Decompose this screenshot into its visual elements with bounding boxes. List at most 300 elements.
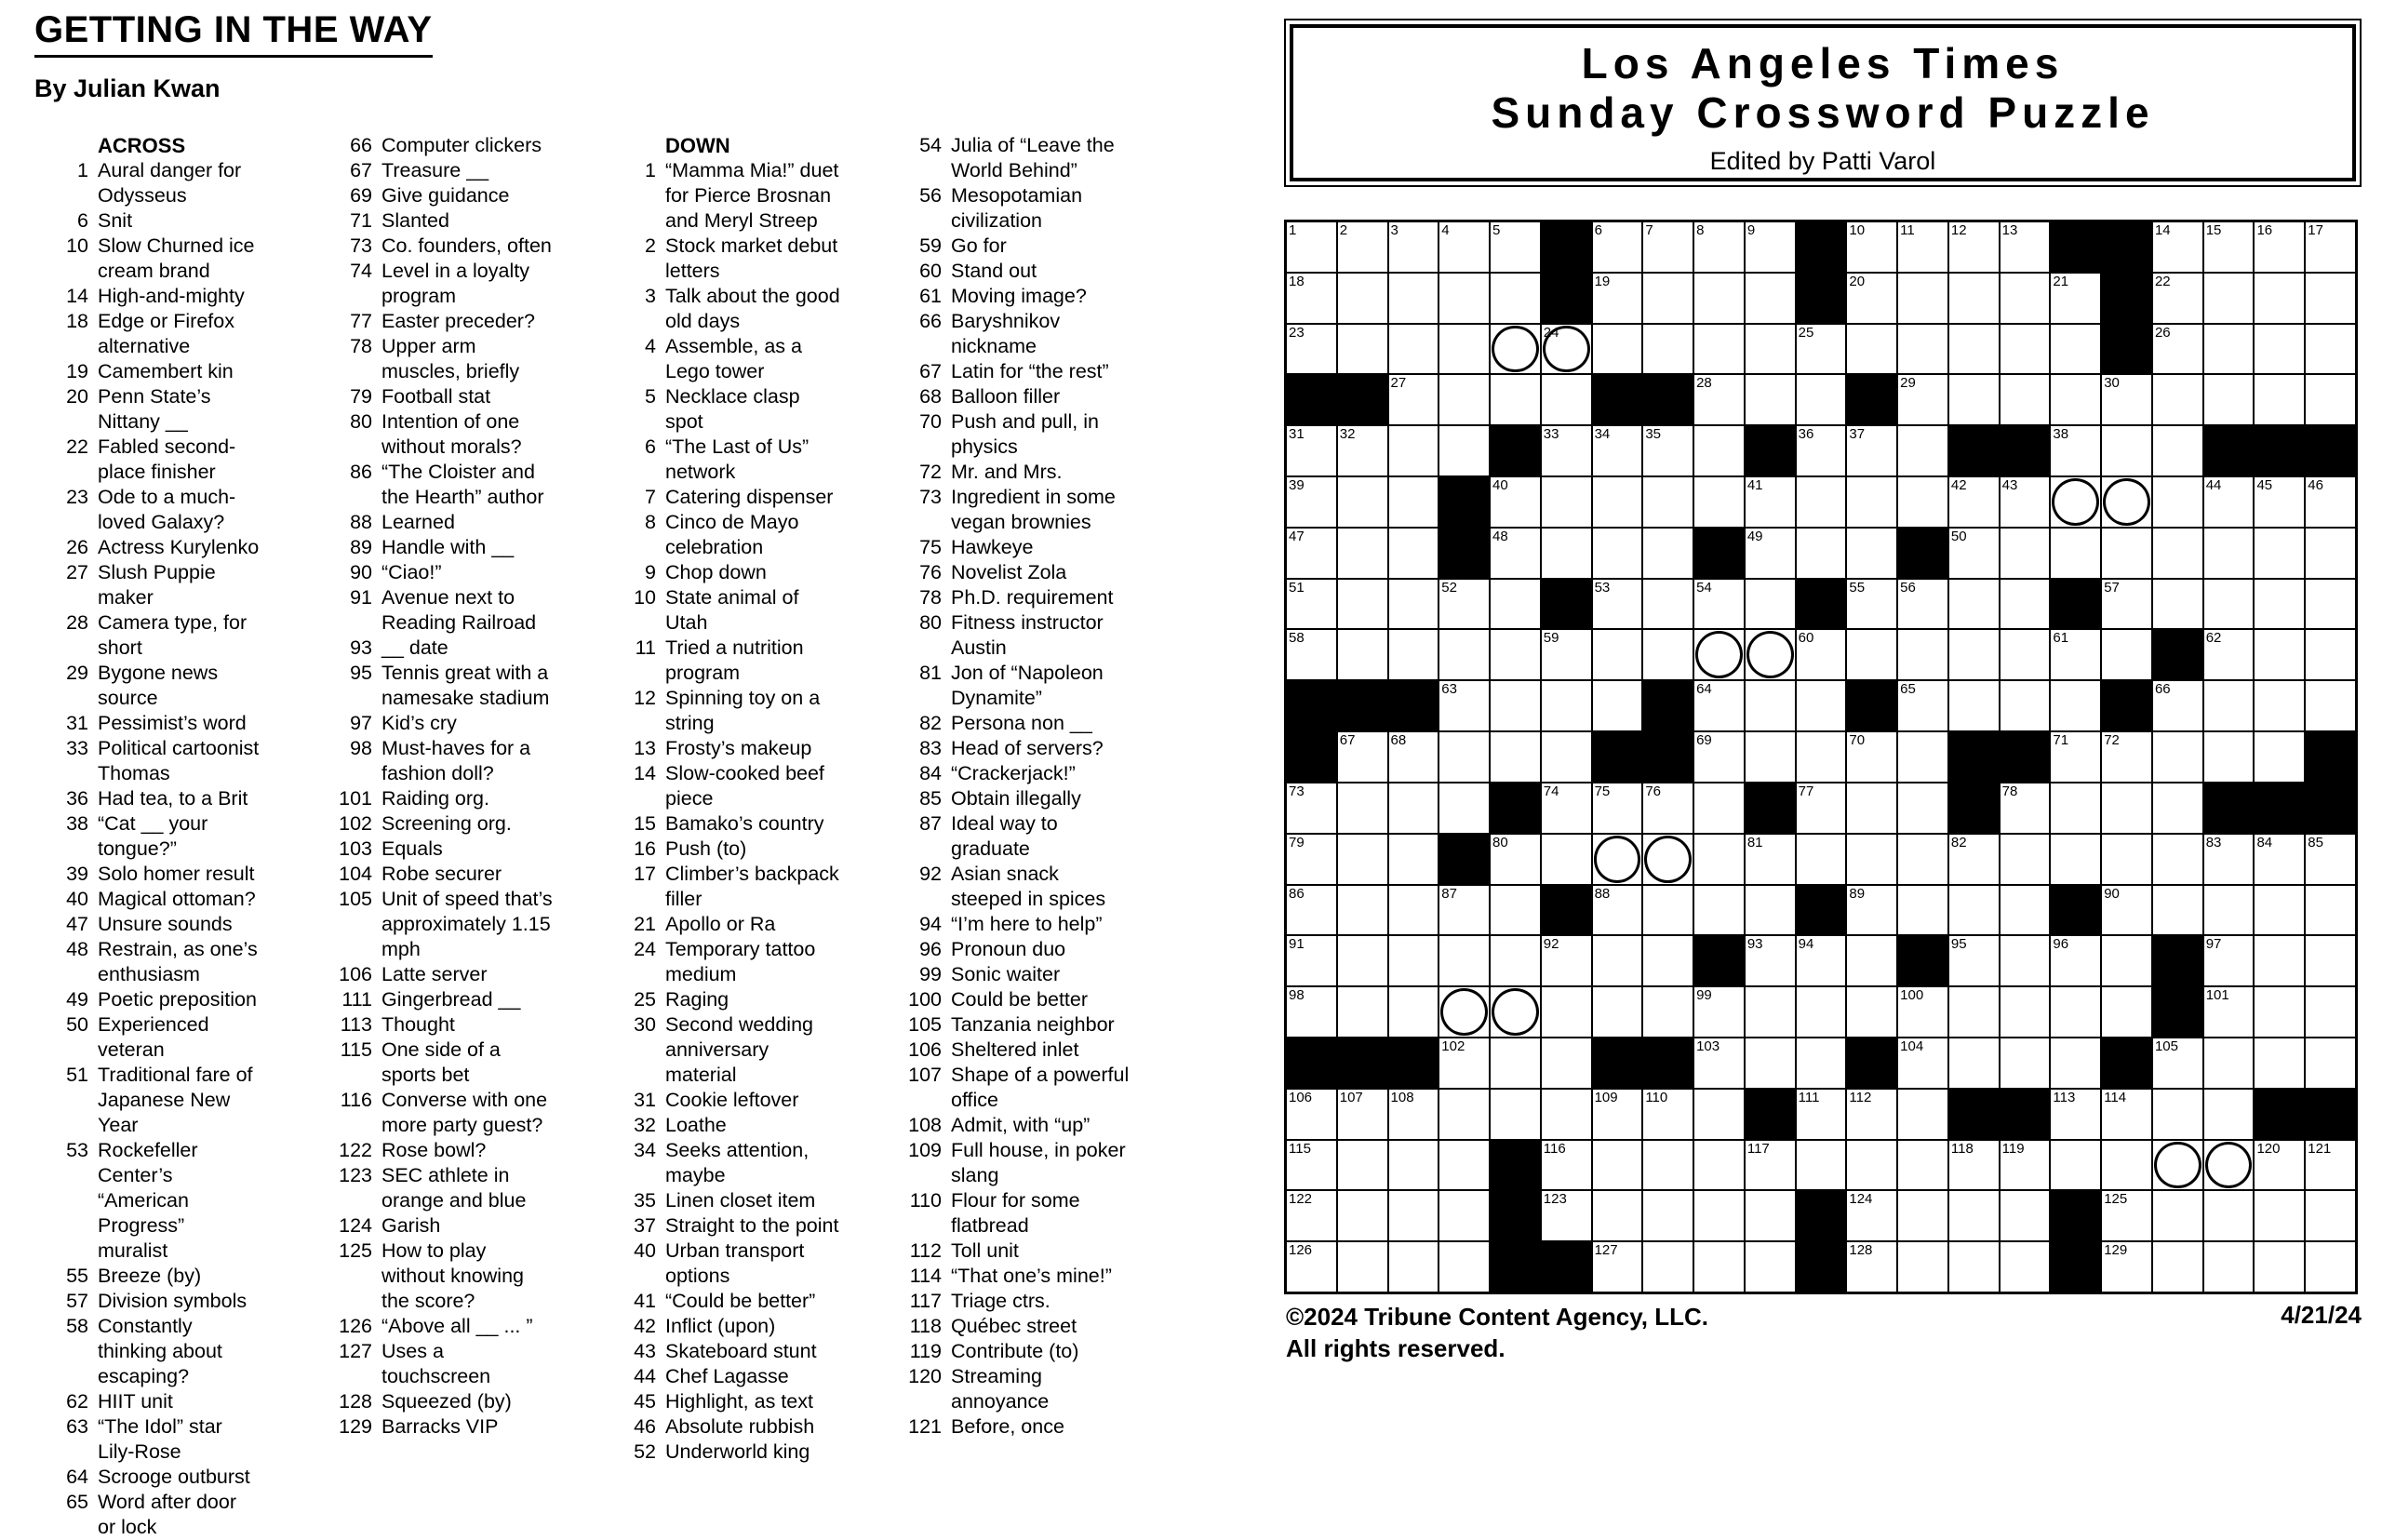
grid-cell[interactable]: [2101, 1140, 2152, 1191]
grid-cell[interactable]: [1286, 935, 1337, 986]
grid-cell[interactable]: [1846, 324, 1897, 375]
grid-cell[interactable]: [2101, 1190, 2152, 1241]
grid-cell[interactable]: [2254, 834, 2305, 885]
grid-cell[interactable]: [1388, 1089, 1439, 1140]
grid-cell[interactable]: [1693, 885, 1745, 936]
grid-cell[interactable]: [2305, 579, 2356, 630]
grid-cell[interactable]: [1796, 324, 1847, 375]
grid-cell[interactable]: [1846, 425, 1897, 476]
grid-cell[interactable]: [2254, 885, 2305, 936]
grid-cell[interactable]: [1846, 1241, 1897, 1292]
grid-cell[interactable]: [1388, 324, 1439, 375]
grid-cell[interactable]: [1592, 425, 1643, 476]
grid-cell[interactable]: [2305, 1140, 2356, 1191]
grid-cell[interactable]: [1948, 1241, 2000, 1292]
grid-cell[interactable]: [1490, 885, 1541, 936]
grid-cell[interactable]: [1490, 1038, 1541, 1089]
grid-cell[interactable]: [1490, 986, 1541, 1038]
grid-cell[interactable]: [2305, 1190, 2356, 1241]
grid-cell[interactable]: [1337, 1190, 1388, 1241]
grid-cell[interactable]: [1642, 935, 1693, 986]
grid-cell[interactable]: [1592, 324, 1643, 375]
grid-cell[interactable]: [1846, 579, 1897, 630]
grid-cell[interactable]: [1388, 986, 1439, 1038]
grid-cell[interactable]: [1592, 579, 1643, 630]
grid-cell[interactable]: [1439, 1140, 1490, 1191]
grid-cell[interactable]: [2101, 374, 2152, 425]
grid-cell[interactable]: [2050, 1038, 2101, 1089]
grid-cell[interactable]: [1693, 273, 1745, 324]
grid-cell[interactable]: [1897, 579, 1948, 630]
grid-cell[interactable]: [1846, 476, 1897, 528]
grid-cell[interactable]: [2305, 629, 2356, 680]
grid-cell[interactable]: [2050, 731, 2101, 783]
grid-cell[interactable]: [1541, 783, 1592, 834]
grid-cell[interactable]: [1541, 324, 1592, 375]
grid-cell[interactable]: [2152, 221, 2203, 273]
grid-cell[interactable]: [2050, 425, 2101, 476]
grid-cell[interactable]: [1439, 273, 1490, 324]
grid-cell[interactable]: [2101, 1089, 2152, 1140]
grid-cell[interactable]: [1541, 680, 1592, 731]
grid-cell[interactable]: [1642, 221, 1693, 273]
grid-cell[interactable]: [2152, 680, 2203, 731]
grid-cell[interactable]: [1745, 885, 1796, 936]
grid-cell[interactable]: [1439, 324, 1490, 375]
grid-cell[interactable]: [1388, 629, 1439, 680]
grid-cell[interactable]: [2305, 986, 2356, 1038]
grid-cell[interactable]: [2050, 1140, 2101, 1191]
grid-cell[interactable]: [2203, 1190, 2255, 1241]
grid-cell[interactable]: [1439, 731, 1490, 783]
grid-cell[interactable]: [1948, 1190, 2000, 1241]
grid-cell[interactable]: [2254, 476, 2305, 528]
grid-cell[interactable]: [2050, 783, 2101, 834]
grid-cell[interactable]: [1642, 425, 1693, 476]
grid-cell[interactable]: [2254, 324, 2305, 375]
grid-cell[interactable]: [1693, 1089, 1745, 1140]
grid-cell[interactable]: [2305, 324, 2356, 375]
grid-cell[interactable]: [1846, 834, 1897, 885]
grid-cell[interactable]: [1337, 834, 1388, 885]
grid-cell[interactable]: [1592, 476, 1643, 528]
grid-cell[interactable]: [1796, 425, 1847, 476]
grid-cell[interactable]: [1796, 731, 1847, 783]
grid-cell[interactable]: [2254, 935, 2305, 986]
grid-cell[interactable]: [2050, 528, 2101, 579]
grid-cell[interactable]: [1388, 425, 1439, 476]
grid-cell[interactable]: [2254, 1241, 2305, 1292]
grid-cell[interactable]: [1796, 834, 1847, 885]
grid-cell[interactable]: [2203, 680, 2255, 731]
grid-cell[interactable]: [2305, 374, 2356, 425]
grid-cell[interactable]: [1439, 783, 1490, 834]
grid-cell[interactable]: [2152, 1089, 2203, 1140]
grid-cell[interactable]: [1693, 1038, 1745, 1089]
grid-cell[interactable]: [1490, 1089, 1541, 1140]
grid-cell[interactable]: [2152, 425, 2203, 476]
grid-cell[interactable]: [1745, 1190, 1796, 1241]
grid-cell[interactable]: [2203, 731, 2255, 783]
grid-cell[interactable]: [2203, 273, 2255, 324]
grid-cell[interactable]: [1439, 885, 1490, 936]
grid-cell[interactable]: [1846, 935, 1897, 986]
grid-cell[interactable]: [2152, 579, 2203, 630]
grid-cell[interactable]: [1388, 1241, 1439, 1292]
grid-cell[interactable]: [1796, 374, 1847, 425]
grid-cell[interactable]: [1541, 1140, 1592, 1191]
grid-cell[interactable]: [1439, 629, 1490, 680]
grid-cell[interactable]: [2152, 1190, 2203, 1241]
grid-cell[interactable]: [2152, 476, 2203, 528]
grid-cell[interactable]: [2101, 731, 2152, 783]
grid-cell[interactable]: [1745, 935, 1796, 986]
grid-cell[interactable]: [1948, 324, 2000, 375]
grid-cell[interactable]: [1337, 1140, 1388, 1191]
grid-cell[interactable]: [1846, 528, 1897, 579]
grid-cell[interactable]: [1948, 935, 2000, 986]
grid-cell[interactable]: [1388, 221, 1439, 273]
grid-cell[interactable]: [1490, 221, 1541, 273]
grid-cell[interactable]: [1897, 425, 1948, 476]
grid-cell[interactable]: [2000, 1038, 2051, 1089]
grid-cell[interactable]: [2203, 1241, 2255, 1292]
grid-cell[interactable]: [1592, 1140, 1643, 1191]
grid-cell[interactable]: [2152, 374, 2203, 425]
grid-cell[interactable]: [1642, 834, 1693, 885]
grid-cell[interactable]: [1337, 783, 1388, 834]
grid-cell[interactable]: [1796, 1089, 1847, 1140]
grid-cell[interactable]: [1541, 1038, 1592, 1089]
grid-cell[interactable]: [1897, 1038, 1948, 1089]
grid-cell[interactable]: [2203, 834, 2255, 885]
grid-cell[interactable]: [2050, 374, 2101, 425]
grid-cell[interactable]: [1337, 528, 1388, 579]
grid-cell[interactable]: [1541, 1089, 1592, 1140]
grid-cell[interactable]: [1592, 273, 1643, 324]
grid-cell[interactable]: [1642, 476, 1693, 528]
grid-cell[interactable]: [1388, 834, 1439, 885]
grid-cell[interactable]: [1693, 324, 1745, 375]
grid-cell[interactable]: [1745, 834, 1796, 885]
grid-cell[interactable]: [2101, 1241, 2152, 1292]
grid-cell[interactable]: [1388, 374, 1439, 425]
grid-cell[interactable]: [1796, 528, 1847, 579]
grid-cell[interactable]: [1592, 1241, 1643, 1292]
grid-cell[interactable]: [2203, 885, 2255, 936]
grid-cell[interactable]: [1642, 273, 1693, 324]
grid-cell[interactable]: [1541, 374, 1592, 425]
grid-cell[interactable]: [2000, 528, 2051, 579]
grid-cell[interactable]: [2000, 221, 2051, 273]
grid-cell[interactable]: [2203, 1140, 2255, 1191]
grid-cell[interactable]: [1337, 731, 1388, 783]
grid-cell[interactable]: [1897, 885, 1948, 936]
grid-cell[interactable]: [2305, 834, 2356, 885]
grid-cell[interactable]: [2050, 935, 2101, 986]
grid-cell[interactable]: [1286, 528, 1337, 579]
grid-cell[interactable]: [1541, 629, 1592, 680]
grid-cell[interactable]: [1642, 579, 1693, 630]
grid-cell[interactable]: [1693, 783, 1745, 834]
grid-cell[interactable]: [1337, 324, 1388, 375]
grid-cell[interactable]: [1846, 273, 1897, 324]
grid-cell[interactable]: [2203, 986, 2255, 1038]
grid-cell[interactable]: [1948, 476, 2000, 528]
grid-cell[interactable]: [1286, 834, 1337, 885]
grid-cell[interactable]: [2254, 1140, 2305, 1191]
grid-cell[interactable]: [1897, 834, 1948, 885]
grid-cell[interactable]: [1286, 629, 1337, 680]
grid-cell[interactable]: [2152, 731, 2203, 783]
grid-cell[interactable]: [1693, 1241, 1745, 1292]
grid-cell[interactable]: [1693, 680, 1745, 731]
grid-cell[interactable]: [2000, 1190, 2051, 1241]
grid-cell[interactable]: [1897, 1241, 1948, 1292]
grid-cell[interactable]: [2000, 935, 2051, 986]
grid-cell[interactable]: [1541, 986, 1592, 1038]
grid-cell[interactable]: [1439, 1190, 1490, 1241]
grid-cell[interactable]: [2305, 528, 2356, 579]
grid-cell[interactable]: [1897, 986, 1948, 1038]
grid-cell[interactable]: [1745, 273, 1796, 324]
grid-cell[interactable]: [1846, 221, 1897, 273]
grid-cell[interactable]: [1388, 731, 1439, 783]
grid-cell[interactable]: [1745, 579, 1796, 630]
grid-cell[interactable]: [2000, 374, 2051, 425]
grid-cell[interactable]: [1897, 476, 1948, 528]
grid-cell[interactable]: [1388, 1140, 1439, 1191]
grid-cell[interactable]: [2254, 528, 2305, 579]
grid-cell[interactable]: [1745, 1038, 1796, 1089]
grid-cell[interactable]: [1286, 1241, 1337, 1292]
grid-cell[interactable]: [2050, 986, 2101, 1038]
grid-cell[interactable]: [1846, 986, 1897, 1038]
grid-cell[interactable]: [2305, 221, 2356, 273]
grid-cell[interactable]: [1337, 273, 1388, 324]
grid-cell[interactable]: [1337, 579, 1388, 630]
grid-cell[interactable]: [1846, 629, 1897, 680]
grid-cell[interactable]: [1948, 986, 2000, 1038]
grid-cell[interactable]: [1388, 579, 1439, 630]
grid-cell[interactable]: [1337, 476, 1388, 528]
grid-cell[interactable]: [1796, 935, 1847, 986]
grid-cell[interactable]: [1642, 1089, 1693, 1140]
grid-cell[interactable]: [2050, 273, 2101, 324]
grid-cell[interactable]: [1948, 528, 2000, 579]
grid-cell[interactable]: [1642, 1140, 1693, 1191]
grid-cell[interactable]: [1948, 374, 2000, 425]
grid-cell[interactable]: [1490, 374, 1541, 425]
grid-cell[interactable]: [1796, 986, 1847, 1038]
grid-cell[interactable]: [1642, 324, 1693, 375]
grid-cell[interactable]: [1541, 834, 1592, 885]
grid-cell[interactable]: [2000, 834, 2051, 885]
grid-cell[interactable]: [2254, 680, 2305, 731]
grid-cell[interactable]: [2050, 324, 2101, 375]
grid-cell[interactable]: [2203, 476, 2255, 528]
grid-cell[interactable]: [1592, 1190, 1643, 1241]
grid-cell[interactable]: [2000, 1241, 2051, 1292]
grid-cell[interactable]: [2000, 324, 2051, 375]
grid-cell[interactable]: [2254, 579, 2305, 630]
grid-cell[interactable]: [1490, 834, 1541, 885]
grid-cell[interactable]: [1745, 1241, 1796, 1292]
grid-cell[interactable]: [1948, 1038, 2000, 1089]
grid-cell[interactable]: [1796, 629, 1847, 680]
grid-cell[interactable]: [1948, 579, 2000, 630]
grid-cell[interactable]: [1948, 885, 2000, 936]
grid-cell[interactable]: [1642, 885, 1693, 936]
grid-cell[interactable]: [1337, 885, 1388, 936]
grid-cell[interactable]: [2101, 935, 2152, 986]
grid-cell[interactable]: [1388, 783, 1439, 834]
grid-cell[interactable]: [1388, 1190, 1439, 1241]
grid-cell[interactable]: [2203, 1089, 2255, 1140]
grid-cell[interactable]: [1439, 221, 1490, 273]
grid-cell[interactable]: [1490, 324, 1541, 375]
grid-cell[interactable]: [1439, 374, 1490, 425]
grid-cell[interactable]: [1286, 425, 1337, 476]
grid-cell[interactable]: [2050, 834, 2101, 885]
grid-cell[interactable]: [2000, 476, 2051, 528]
grid-cell[interactable]: [2101, 783, 2152, 834]
grid-cell[interactable]: [2101, 579, 2152, 630]
grid-cell[interactable]: [2254, 221, 2305, 273]
grid-cell[interactable]: [2152, 834, 2203, 885]
grid-cell[interactable]: [1745, 680, 1796, 731]
grid-cell[interactable]: [2152, 885, 2203, 936]
grid-cell[interactable]: [1642, 528, 1693, 579]
grid-cell[interactable]: [1897, 374, 1948, 425]
grid-cell[interactable]: [1592, 986, 1643, 1038]
grid-cell[interactable]: [1796, 1038, 1847, 1089]
grid-cell[interactable]: [1693, 221, 1745, 273]
grid-cell[interactable]: [1439, 579, 1490, 630]
grid-cell[interactable]: [1592, 528, 1643, 579]
grid-cell[interactable]: [1846, 731, 1897, 783]
grid-cell[interactable]: [2050, 629, 2101, 680]
grid-cell[interactable]: [1897, 1190, 1948, 1241]
grid-cell[interactable]: [2254, 731, 2305, 783]
grid-cell[interactable]: [1693, 986, 1745, 1038]
grid-cell[interactable]: [2101, 629, 2152, 680]
grid-cell[interactable]: [1796, 680, 1847, 731]
grid-cell[interactable]: [1745, 528, 1796, 579]
grid-cell[interactable]: [1286, 885, 1337, 936]
grid-cell[interactable]: [2254, 629, 2305, 680]
grid-cell[interactable]: [2050, 476, 2101, 528]
grid-cell[interactable]: [1796, 476, 1847, 528]
grid-cell[interactable]: [2203, 528, 2255, 579]
grid-cell[interactable]: [2101, 885, 2152, 936]
grid-cell[interactable]: [1286, 1089, 1337, 1140]
grid-cell[interactable]: [1693, 579, 1745, 630]
grid-cell[interactable]: [2101, 834, 2152, 885]
grid-cell[interactable]: [2050, 1089, 2101, 1140]
grid-cell[interactable]: [1846, 1190, 1897, 1241]
grid-cell[interactable]: [2050, 680, 2101, 731]
grid-cell[interactable]: [1337, 935, 1388, 986]
grid-cell[interactable]: [1490, 731, 1541, 783]
grid-cell[interactable]: [1286, 783, 1337, 834]
grid-cell[interactable]: [1388, 273, 1439, 324]
grid-cell[interactable]: [1541, 935, 1592, 986]
grid-cell[interactable]: [1541, 528, 1592, 579]
grid-cell[interactable]: [1745, 731, 1796, 783]
grid-cell[interactable]: [1337, 1241, 1388, 1292]
grid-cell[interactable]: [1490, 629, 1541, 680]
grid-cell[interactable]: [1897, 629, 1948, 680]
grid-cell[interactable]: [2000, 629, 2051, 680]
grid-cell[interactable]: [1337, 221, 1388, 273]
grid-cell[interactable]: [1592, 885, 1643, 936]
grid-cell[interactable]: [1286, 986, 1337, 1038]
grid-cell[interactable]: [1592, 935, 1643, 986]
grid-cell[interactable]: [1745, 629, 1796, 680]
grid-cell[interactable]: [1897, 783, 1948, 834]
grid-cell[interactable]: [2254, 1038, 2305, 1089]
grid-cell[interactable]: [1642, 783, 1693, 834]
grid-cell[interactable]: [1846, 1089, 1897, 1140]
grid-cell[interactable]: [1846, 885, 1897, 936]
grid-cell[interactable]: [1693, 834, 1745, 885]
grid-cell[interactable]: [1592, 629, 1643, 680]
grid-cell[interactable]: [1948, 273, 2000, 324]
grid-cell[interactable]: [1693, 731, 1745, 783]
grid-cell[interactable]: [1286, 579, 1337, 630]
grid-cell[interactable]: [2254, 273, 2305, 324]
grid-cell[interactable]: [1337, 986, 1388, 1038]
grid-cell[interactable]: [1897, 1089, 1948, 1140]
grid-cell[interactable]: [2305, 935, 2356, 986]
grid-cell[interactable]: [2305, 885, 2356, 936]
grid-cell[interactable]: [2203, 221, 2255, 273]
grid-cell[interactable]: [1897, 1140, 1948, 1191]
grid-cell[interactable]: [1897, 273, 1948, 324]
grid-cell[interactable]: [1948, 680, 2000, 731]
grid-cell[interactable]: [1897, 221, 1948, 273]
grid-cell[interactable]: [1846, 783, 1897, 834]
grid-cell[interactable]: [1948, 834, 2000, 885]
grid-cell[interactable]: [1592, 680, 1643, 731]
grid-cell[interactable]: [1286, 324, 1337, 375]
grid-cell[interactable]: [1439, 1038, 1490, 1089]
grid-cell[interactable]: [1388, 528, 1439, 579]
grid-cell[interactable]: [1948, 221, 2000, 273]
grid-cell[interactable]: [2000, 783, 2051, 834]
grid-cell[interactable]: [1541, 425, 1592, 476]
grid-cell[interactable]: [1745, 1140, 1796, 1191]
grid-cell[interactable]: [2305, 680, 2356, 731]
grid-cell[interactable]: [2152, 528, 2203, 579]
grid-cell[interactable]: [2000, 986, 2051, 1038]
grid-cell[interactable]: [2254, 374, 2305, 425]
grid-cell[interactable]: [2000, 579, 2051, 630]
grid-cell[interactable]: [2305, 1241, 2356, 1292]
grid-cell[interactable]: [1897, 680, 1948, 731]
grid-cell[interactable]: [1642, 986, 1693, 1038]
grid-cell[interactable]: [1286, 476, 1337, 528]
grid-cell[interactable]: [1745, 324, 1796, 375]
grid-cell[interactable]: [2152, 1241, 2203, 1292]
grid-cell[interactable]: [1745, 221, 1796, 273]
grid-cell[interactable]: [1439, 425, 1490, 476]
grid-cell[interactable]: [2101, 986, 2152, 1038]
grid-cell[interactable]: [1388, 935, 1439, 986]
grid-cell[interactable]: [1592, 1089, 1643, 1140]
grid-cell[interactable]: [1439, 935, 1490, 986]
